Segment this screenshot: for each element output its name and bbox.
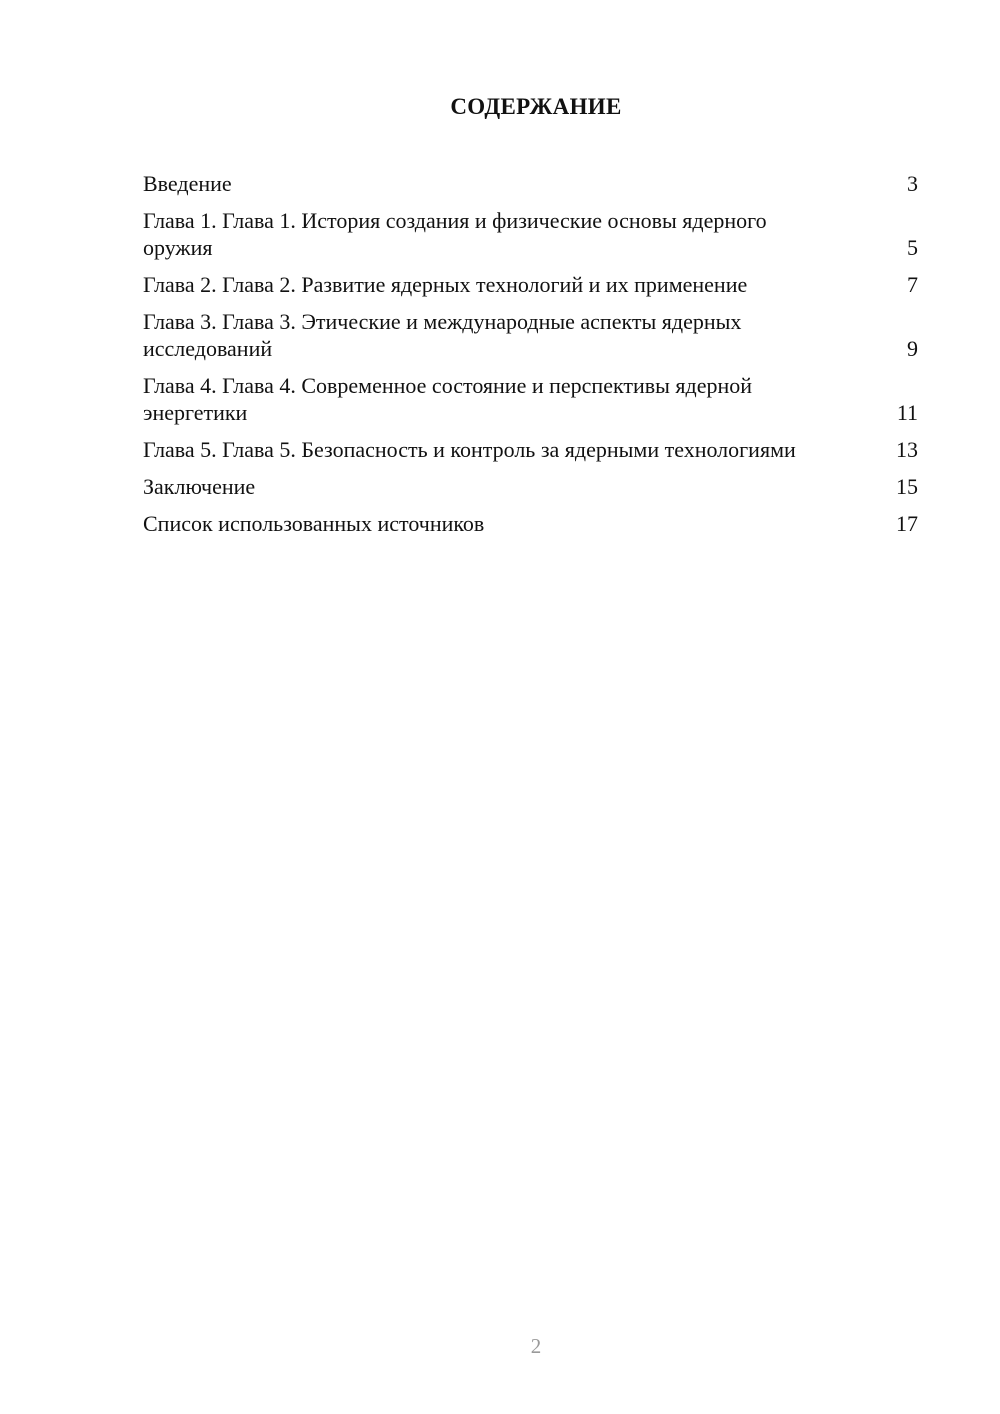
toc-entry-references[interactable] — [143, 510, 918, 537]
toc-entry-chapter-2[interactable] — [143, 271, 918, 298]
toc-entry-label: Глава 1. Глава 1. История создания и физические основы ядерного оружия — [143, 208, 767, 260]
toc-entry-page-number: 15 — [896, 474, 918, 499]
toc-entry-chapter-4[interactable] — [143, 372, 918, 426]
toc-entry-page-number: 17 — [896, 511, 918, 536]
toc-entry-page-number: 9 — [907, 336, 918, 361]
toc-entry-label: Глава 4. Глава 4. Современное состояние и перспективы ядерной энергетики — [143, 373, 753, 425]
toc-entry-chapter-3[interactable] — [143, 308, 918, 362]
toc-entry-introduction[interactable] — [143, 170, 918, 197]
toc-entry-conclusion[interactable] — [143, 473, 918, 500]
toc-entry-page-number: 3 — [907, 171, 918, 196]
toc-entry-page-number: 7 — [907, 272, 918, 297]
toc-entry-label: Введение — [143, 171, 232, 196]
toc-entry-page-number: 13 — [896, 437, 918, 462]
toc-entry-label: Список использованных источников — [143, 511, 485, 536]
toc-entry-label: Глава 5. Глава 5. Безопасность и контроль за ядерными технологиями — [143, 437, 796, 462]
page-title: СОДЕРЖАНИЕ — [450, 94, 622, 119]
toc-entry-label: Заключение — [143, 474, 256, 499]
page-number: 2 — [530, 1334, 542, 1358]
toc-entry-label: Глава 3. Глава 3. Этические и международные аспекты ядерных исследований — [143, 309, 742, 361]
toc-entry-chapter-5[interactable] — [143, 436, 918, 463]
toc-entry-chapter-1[interactable] — [143, 207, 918, 261]
toc-entry-page-number: 11 — [896, 400, 918, 425]
table-of-contents — [143, 170, 918, 547]
toc-entry-page-number: 5 — [907, 235, 918, 260]
toc-entry-label: Глава 2. Глава 2. Развитие ядерных технологий и их применение — [143, 272, 748, 297]
